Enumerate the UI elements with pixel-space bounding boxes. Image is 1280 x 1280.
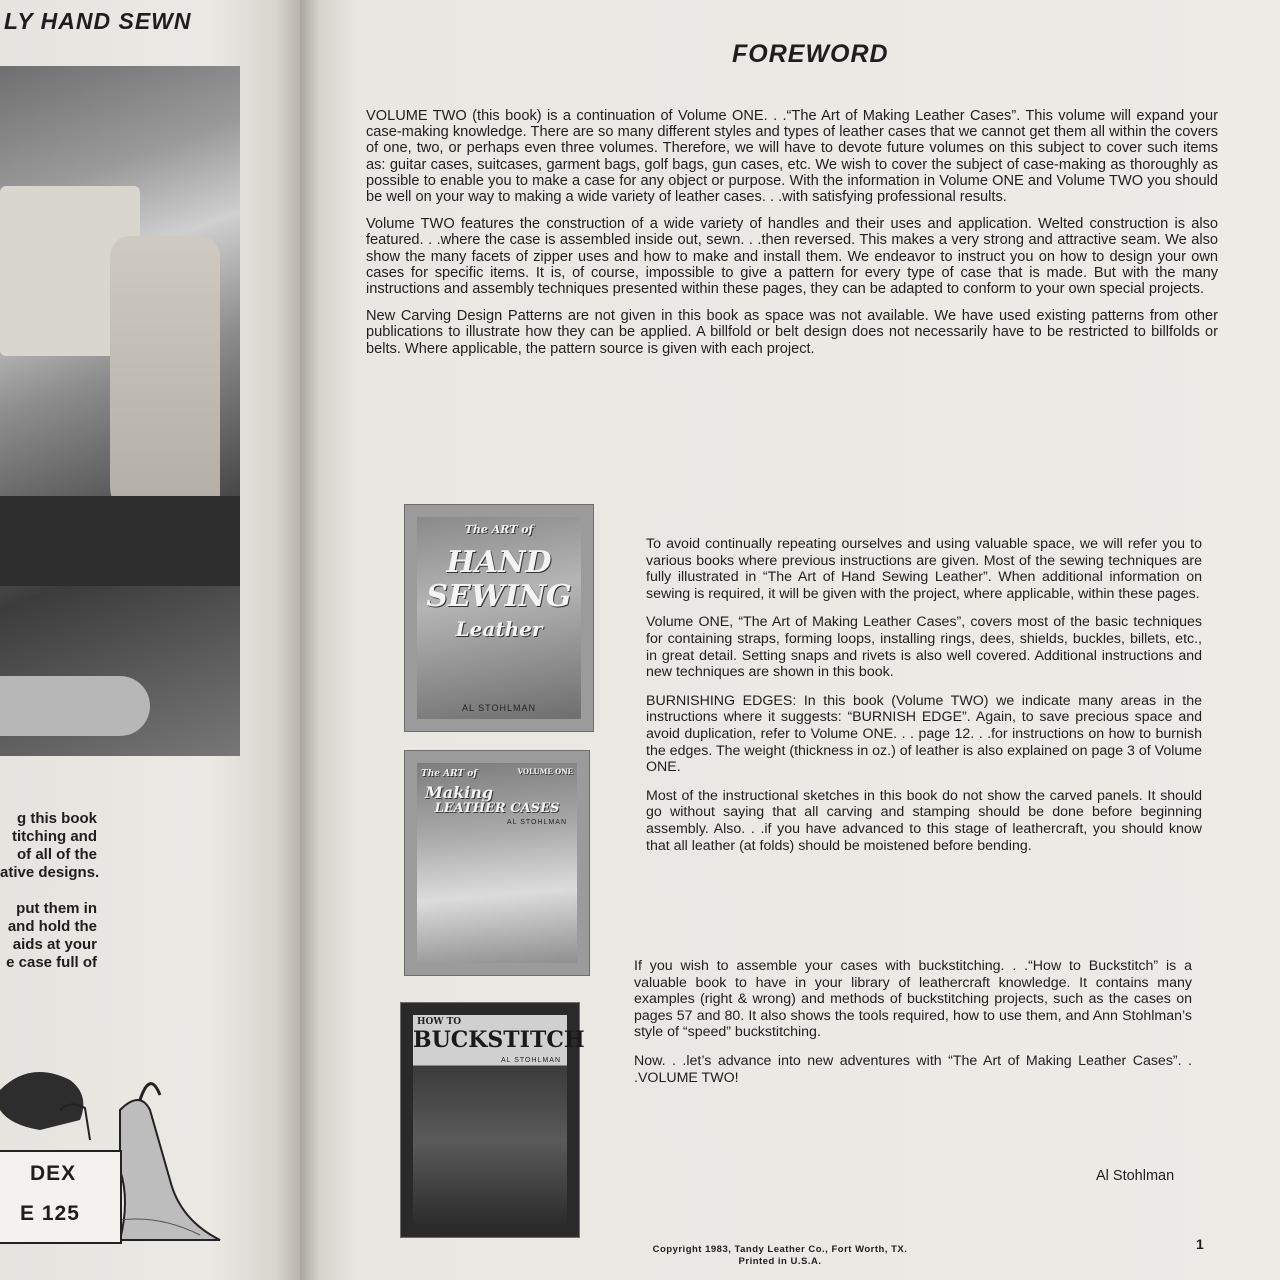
foreword-side-text-a: [646, 536, 1202, 866]
left-page-header: LY HAND SEWN: [4, 8, 192, 34]
book-volume-label: VOLUME ONE: [517, 767, 573, 776]
paragraph: Volume ONE, “The Art of Making Leather Cases”, covers most of the basic techniques for containing straps, forming loops, installing rings, dees, shields, buckles, billets, etc., in great detail. Setting snaps and rivets is also well covered. Additional instructions and new techniques are shown in this book.: [646, 614, 1202, 681]
left-page-text: [0, 810, 300, 990]
copyright-notice: [580, 1244, 980, 1268]
right-page: [300, 0, 1280, 1280]
left-text-line: aids at your: [12, 936, 97, 953]
left-text-line: e case full of: [6, 954, 97, 971]
paragraph: New Carving Design Patterns are not given in this book as space was not available. We have used existing patterns from other publications to illustrate how they can be applied. A billfold or belt design does not necessarily have to be restricted to billfolds or belts. Where applicable, the pattern source is given with each project.: [366, 308, 1218, 357]
index-page-label: E 125: [20, 1202, 80, 1225]
book-title-prefix: The ART of: [464, 523, 534, 536]
photo-boot-case: [110, 236, 220, 526]
copyright-line: Copyright 1983, Tandy Leather Co., Fort Worth, TX.: [652, 1244, 908, 1255]
paragraph: VOLUME TWO (this book) is a continuation of Volume ONE. . .“The Art of Making Leather Cases”. This volume will expand your case-making knowledge. There are so many different styles and types of leather cases that we cannot get them all within the covers of one, two, or perhaps even three volumes. Therefore, we will have to devote future volumes on this subject to cover such items as: guitar cases, suitcases, garment bags, golf bags, gun cases, etc. We wish to cover the subject of case-making as thoroughly as possible to enable you to make a case for any object or purpose. With the information in Volume ONE and Volume TWO you should be well on your way to making a wide variety of leather cases. . .with satisfying professional results.: [366, 108, 1218, 206]
foreword-main-text: [366, 108, 1218, 368]
index-tag: [0, 1150, 122, 1244]
paragraph: Most of the instructional sketches in this book do not show the carved panels. It should go without saying that all carving and stamping should be done before beginning assembly. Also. . .if you have advanced to this stage of leathercraft, you should know that all leather (at folds) should be moistened before bending.: [646, 787, 1202, 854]
leather-cases-photo: [0, 66, 240, 756]
book-author: AL STOHLMAN: [506, 819, 567, 826]
left-text-line: put them in: [16, 900, 97, 917]
author-signature: Al Stohlman: [1096, 1168, 1175, 1184]
book-title-word: Making: [425, 783, 494, 802]
left-text-line: titching and: [12, 828, 97, 845]
printed-in-line: Printed in U.S.A.: [738, 1256, 822, 1267]
book-title-prefix: The ART of: [421, 769, 478, 779]
left-text-line: of all of the: [17, 846, 97, 863]
page-title: FOREWORD: [732, 40, 889, 68]
left-text-line: g this book: [17, 810, 97, 827]
book-title-word: BUCKSTITCH: [413, 1027, 585, 1053]
paragraph: If you wish to assemble your cases with buckstitching. . .“How to Buckstitch” is a valuable book to have in your library of leathercraft knowledge. It contains many examples (right & wrong) and methods of buckstitching projects, such as the cases on pages 57 and 80. It also shows the tools required, how to use them, and Ann Stohlman’s style of “speed” buckstitching.: [634, 958, 1192, 1041]
book-title-word: Leather: [455, 617, 543, 641]
paragraph: To avoid continually repeating ourselves and using valuable space, we will refer you to various books where previous instructions are given. Most of the sewing techniques are fully illustrated in “The Art of Hand Sewing Leather”. When additional information on sewing is required, it will be given with the project, where applicable, within these pages.: [646, 536, 1202, 602]
paragraph: BURNISHING EDGES: In this book (Volume TWO) we indicate many areas in the instructions where it suggests: “BURNISH EDGE”. Again, to save precious space and avoid duplication, refer to Volume ONE. . . page 12. . .for instructions on how to burnish the edges. The weight (thickness in oz.) of leather is also explained on page 3 of Volume ONE.: [646, 692, 1202, 776]
photo-table: [0, 496, 240, 586]
page-number: 1: [1196, 1236, 1204, 1252]
book-author: AL STOHLMAN: [461, 703, 537, 713]
index-label: DEX: [30, 1162, 77, 1185]
book-title-word: LEATHER CASES: [434, 801, 560, 816]
paragraph: Now. . .let’s advance into new adventures with “The Art of Making Leather Cases”. . .VOLUME TWO!: [634, 1052, 1192, 1086]
paragraph: Volume TWO features the construction of a wide variety of handles and their uses and application. Welted construction is also featured. . .where the case is assembled inside out, sewn. . .then reversed. This makes a very strong and attractive seam. We also show the many facets of zipper uses and how to make and install them. We endeavor to instruct you on how to design your own cases for specific items. It is, of course, impossible to give a pattern for every type of case that is made. But with the many instructions and assembly techniques presented within these pages, they can be adapted to conform to your own special projects.: [366, 216, 1218, 298]
book-title-word: HAND: [446, 545, 552, 580]
book-author: AL STOHLMAN: [500, 1057, 561, 1064]
book-title-word: SEWING: [426, 579, 572, 614]
photo-chair: [0, 676, 150, 736]
book-cover-hand-sewing: [404, 504, 594, 732]
left-page: [0, 0, 300, 1280]
book-cover-buckstitch: [400, 1002, 585, 1238]
book-title-prefix: HOW TO: [417, 1017, 462, 1027]
foreword-side-text-b: [634, 958, 1192, 1098]
book-cover-leather-cases: [404, 750, 590, 976]
left-text-line: ative designs.: [0, 864, 100, 881]
left-text-line: and hold the: [7, 918, 97, 935]
